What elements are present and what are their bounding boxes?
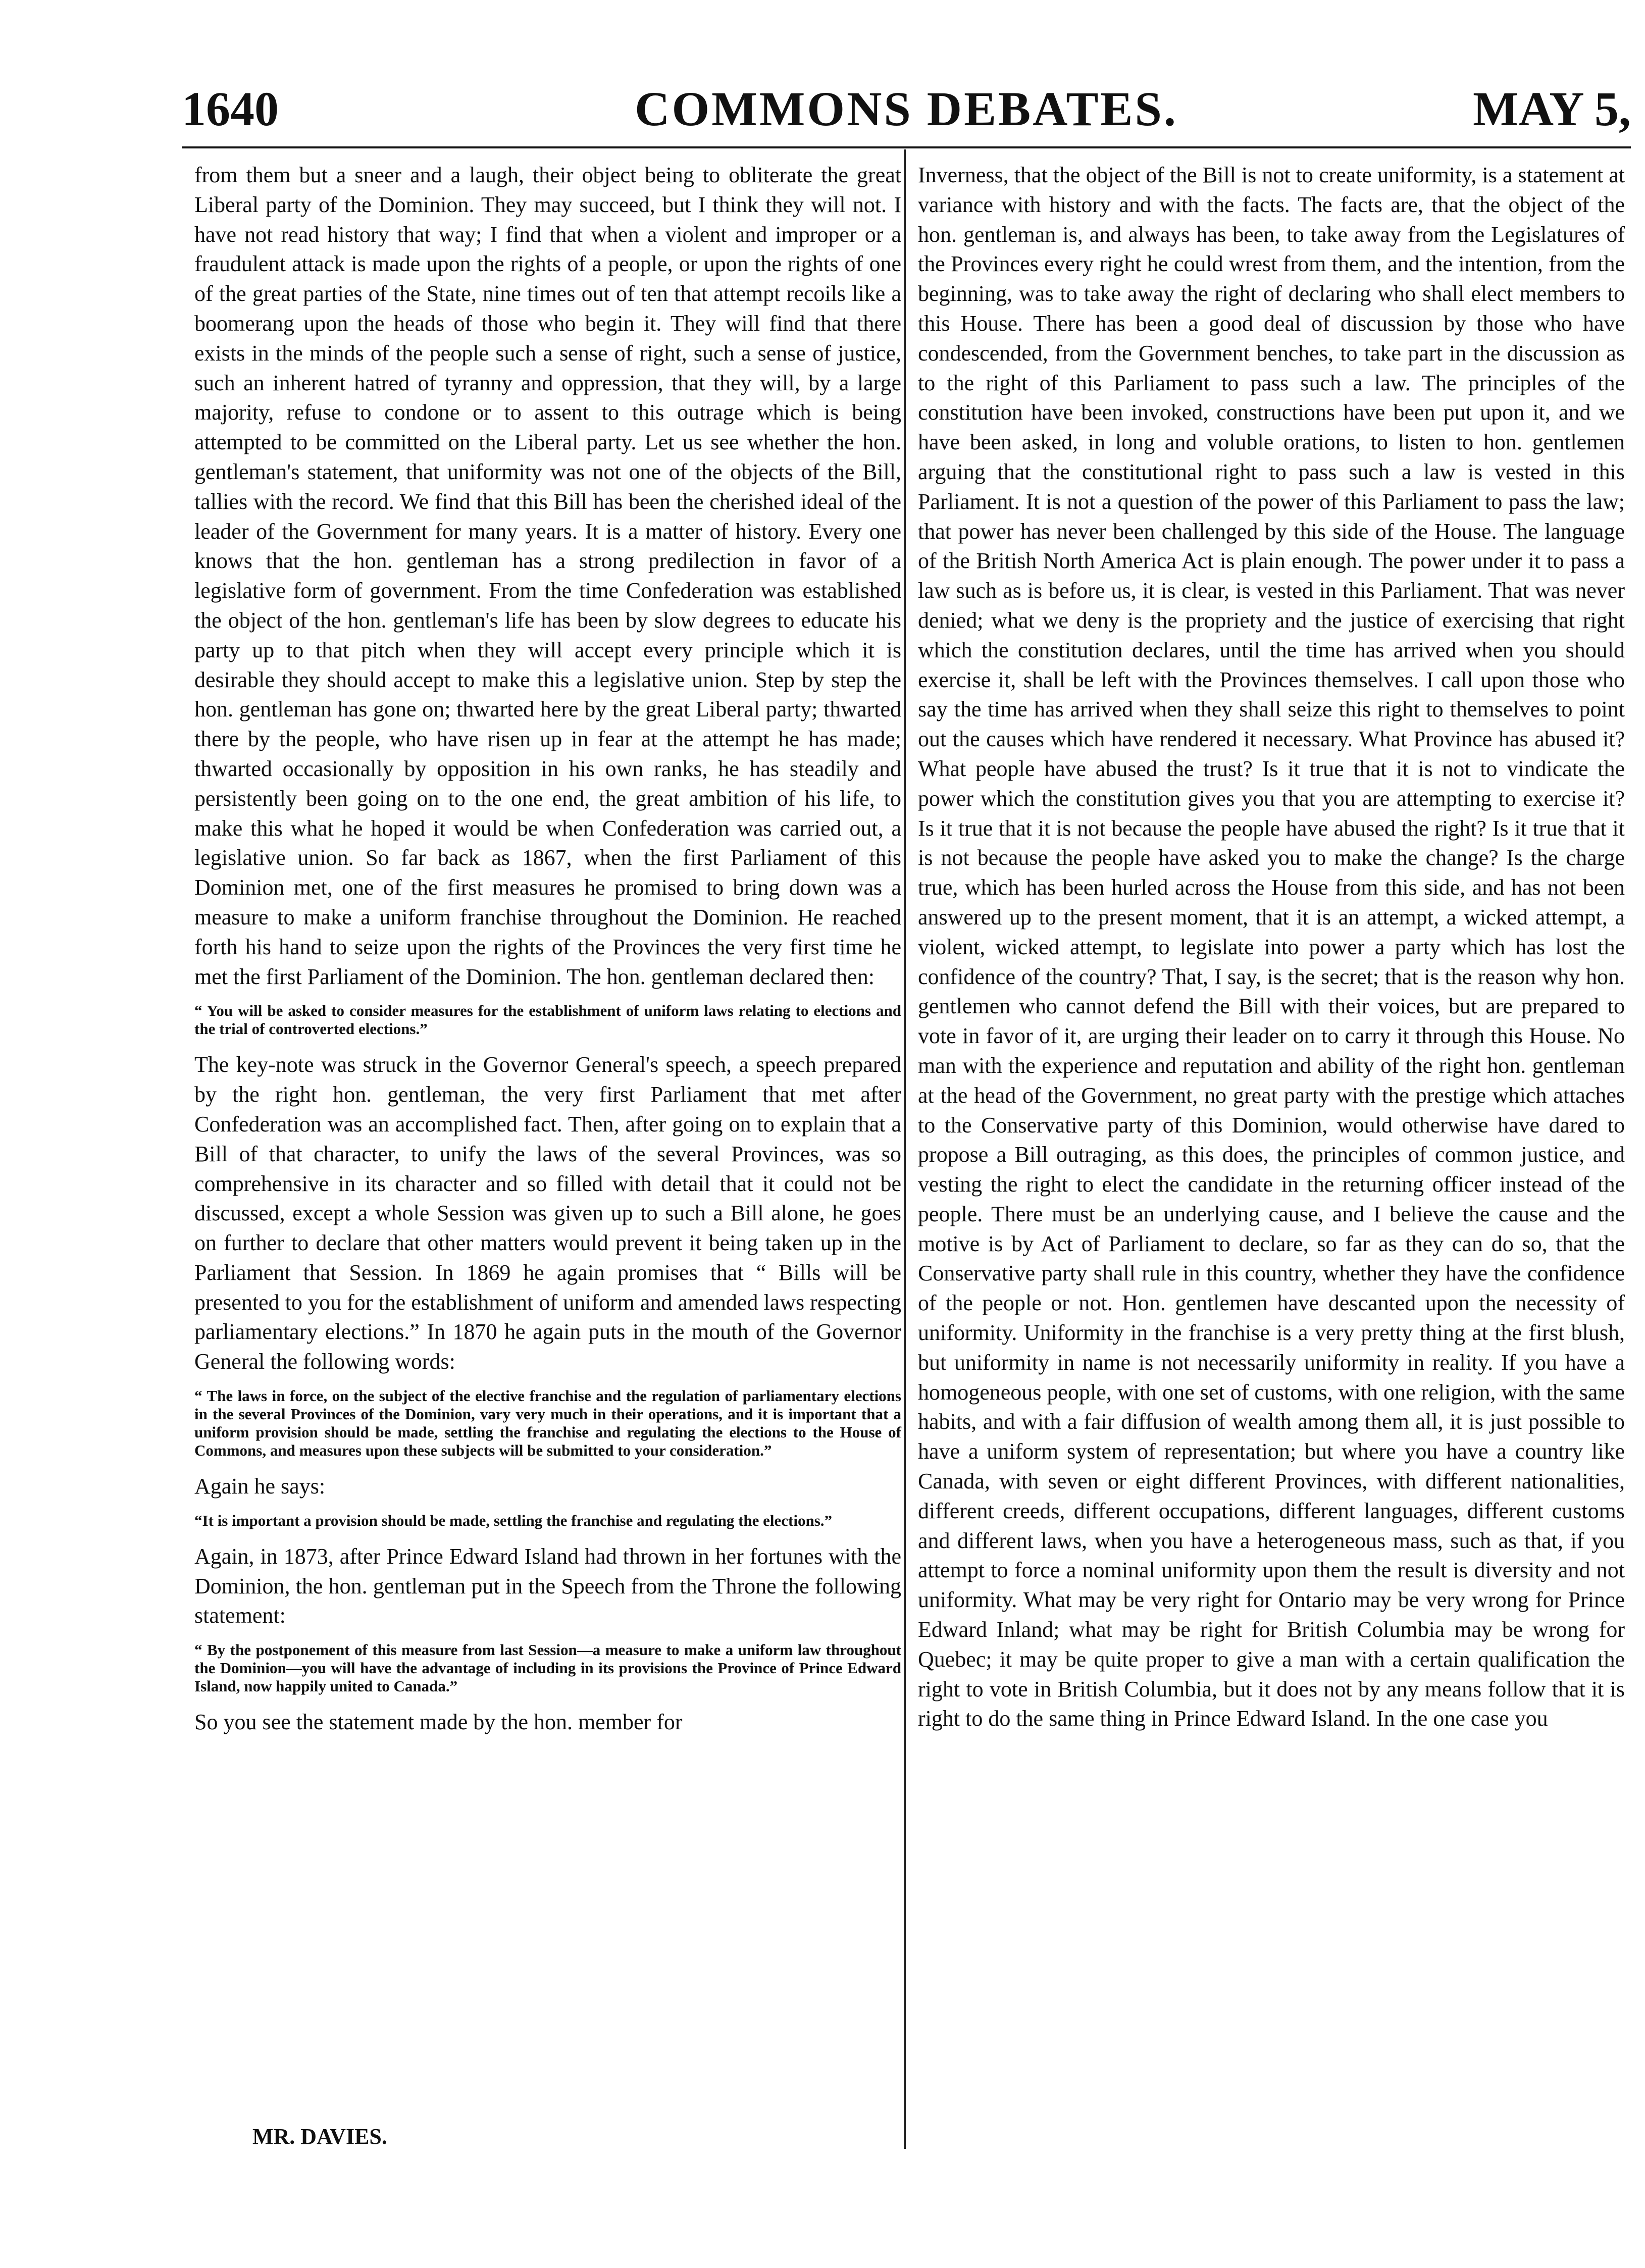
header-rule bbox=[182, 146, 1631, 148]
block-quote: “ By the postponement of this measure from last Session—a measure to make a uniform law throughout the Dominion—you will have the advantage of including in its provisions the Province of Prince Edward Island, now happily united to Canada.” bbox=[194, 1641, 901, 1695]
page-number: 1640 bbox=[182, 82, 279, 136]
column-divider bbox=[904, 149, 906, 2149]
paragraph: The key-note was struck in the Governor General's speech, a speech prepared by the right hon. gentleman, the very first Parliament that met after Confederation was an accomplished fact. Then, after going on to explain that a Bill of that character, to unify the laws of the several Provinces, was so comprehensive in its character and so filled with detail that it could not be discussed, except a whole Session was given up to such a Bill alone, he goes on further to declare that other matters would prevent it being taken up in the Parliament that Session. In 1869 he again promises that “ Bills will be presented to you for the establishment of uniform and amended laws respecting parliamentary elections.” In 1870 he again puts in the mouth of the Governor General the following words: bbox=[194, 1052, 901, 1374]
right-column bbox=[918, 161, 1625, 1734]
speaker-attribution: MR. DAVIES. bbox=[252, 2124, 387, 2149]
block-quote: “It is important a provision should be made, settling the franchise and regulating the elections.” bbox=[194, 1511, 833, 1529]
paragraph: Again, in 1873, after Prince Edward Island had thrown in her fortunes with the Dominion, the hon. gentleman put in the Speech from the Throne the following statement: bbox=[194, 1543, 901, 1628]
running-head: COMMONS DEBATES. bbox=[635, 82, 1178, 136]
block-quote: “ You will be asked to consider measures for the establishment of uniform laws relating to elections and the trial of controverted elections.” bbox=[194, 1002, 901, 1038]
page-date: MAY 5, bbox=[1473, 82, 1631, 136]
block-quote: “ The laws in force, on the subject of the elective franchise and the regulation of parliamentary elections in the several Provinces of the Dominion, vary very much in their operations, and it is important that a uniform provision should be made, settling the franchise and regulating the elections to the House of Commons, and measures upon these subjects will be submitted to your consideration.” bbox=[194, 1387, 901, 1460]
page-header bbox=[182, 76, 1631, 151]
left-column bbox=[194, 161, 901, 1737]
paragraph: from them but a sneer and a laugh, their object being to obliterate the great Liberal party of the Dominion. They may succeed, but I think they will not. I have not read history that way; I find that when a violent and improper or a fraudulent attack is made upon the rights of a people, or upon the rights of one of the great parties of the State, nine times out of ten that attempt recoils like a boomerang upon the heads of those who begin it. They will find that there exists in the minds of the people such a sense of right, such a sense of justice, such an inherent hatred of tyranny and oppression, that they will, by a large majority, refuse to condone or to assent to this outrage which is being attempted to be committed on the Liberal party. Let us see whether the hon. gentleman's statement, that uniformity was not one of the objects of the Bill, tallies with the record. We find that this Bill has been the cherished ideal of the leader of the Government for many years. It is a matter of history. Every one knows that the hon. gentleman has a strong predilection in favor of a legislative form of government. From the time Confederation was established the object of the hon. gentleman's life has been by slow degrees to educate his party up to that pitch when they will accept every principle which it is desirable they should accept to make this a legislative union. Step by step the hon. gentleman has gone on; thwarted here by the great Liberal party; thwarted there by the people, who have risen up in fear at the attempt he has made; thwarted occasionally by opposition in his own ranks, he has steadily and persistently been going on to the one end, the great ambition of his life, to make this what he hoped it would be when Confederation was carried out, a legislative union. So far back as 1867, when the first Parliament of this Dominion met, one of the first measures he promised to bring down was a measure to make a uniform franchise throughout the Dominion. He reached forth his hand to seize upon the rights of the Provinces the very first time he met the first Parliament of the Dominion. The hon. gentleman declared then: bbox=[194, 163, 901, 989]
paragraph: So you see the statement made by the hon. member for bbox=[194, 1710, 683, 1735]
paragraph: Inverness, that the object of the Bill is not to create uniformity, is a statement at variance with history and with the facts. The facts are, that the object of the hon. gentleman is, and always has been, to take away from the Legislatures of the Provinces every right he could wrest from them, and the intention, from the beginning, was to take away the right of declaring who shall elect members to this House. There has been a good deal of discussion by those who have condescended, from the Government benches, to take part in the discussion as to the right of this Parliament to pass such a law. The principles of the constitution have been invoked, constructions have been put upon it, and we have been asked, in long and voluble orations, to listen to hon. gentlemen arguing that the constitutional right to pass such a law is vested in this Parliament. It is not a question of the power of this Parliament to pass the law; that power has never been challenged by this side of the House. The language of the British North America Act is plain enough. The power under it to pass a law such as is before us, it is clear, is vested in this Parliament. That was never denied; what we deny is the propriety and the justice of exercising that right which the constitution declares, until the time has arrived when you should exercise it, shall be left with the Provinces themselves. I call upon those who say the time has arrived when they shall seize this right to themselves to point out the causes which have rendered it necessary. What Province has abused it? What people have abused the trust? Is it true that it is not to vindicate the power which the constitution gives you that you are attempting to exercise it? Is it true that it is not because the people have abused the right? Is it true that it is not because the people have asked you to make the change? Is the charge true, which has been hurled across the House from this side, and has not been answered up to the present moment, that it is an attempt, a wicked attempt, a violent, wicked attempt, to legislate into power a party which has lost the confidence of the country? That, I say, is the secret; that is the reason why hon. gentlemen who cannot defend the Bill with their voices, but are prepared to vote in favor of it, are urging their leader on to carry it through this House. No man with the experience and reputation and ability of the right hon. gentleman at the head of the Government, no great party with the prestige which attaches to the Conservative party of this Dominion, would otherwise have dared to propose a Bill outraging, as this does, the principles of common justice, and vesting the right to elect the candidate in the returning officer instead of the people. There must be an underlying cause, and I believe the cause and the motive is by Act of Parliament to declare, so far as they can do so, that the Conservative party shall rule in this country, whether they have the confidence of the people or not. Hon. gentlemen have descanted upon the necessity of uniformity. Uniformity in the franchise is a very pretty thing at the first blush, but uniformity in name is not necessarily uniformity in reality. If you have a homogeneous people, with one set of customs, with one religion, with the same habits, and with a fair diffusion of wealth among them all, it is just possible to have a uniform system of representation; but where you have a country like Canada, with seven or eight different Provinces, with different nationalities, different creeds, different occupations, different languages, different customs and different laws, when you have a heterogeneous mass, such as that, if you attempt to force a nominal uniformity upon them the result is diversity and not uniformity. What may be very right for Ontario may be very wrong for Prince Edward Inland; what may be right for British Columbia may be wrong for Quebec; it may be quite proper to give a man with a certain qualification the right to vote in British Columbia, but it does not by any means follow that it is right to do the same thing in Prince Edward Island. In the one case you bbox=[918, 163, 1625, 1731]
paragraph: Again he says: bbox=[194, 1474, 326, 1499]
